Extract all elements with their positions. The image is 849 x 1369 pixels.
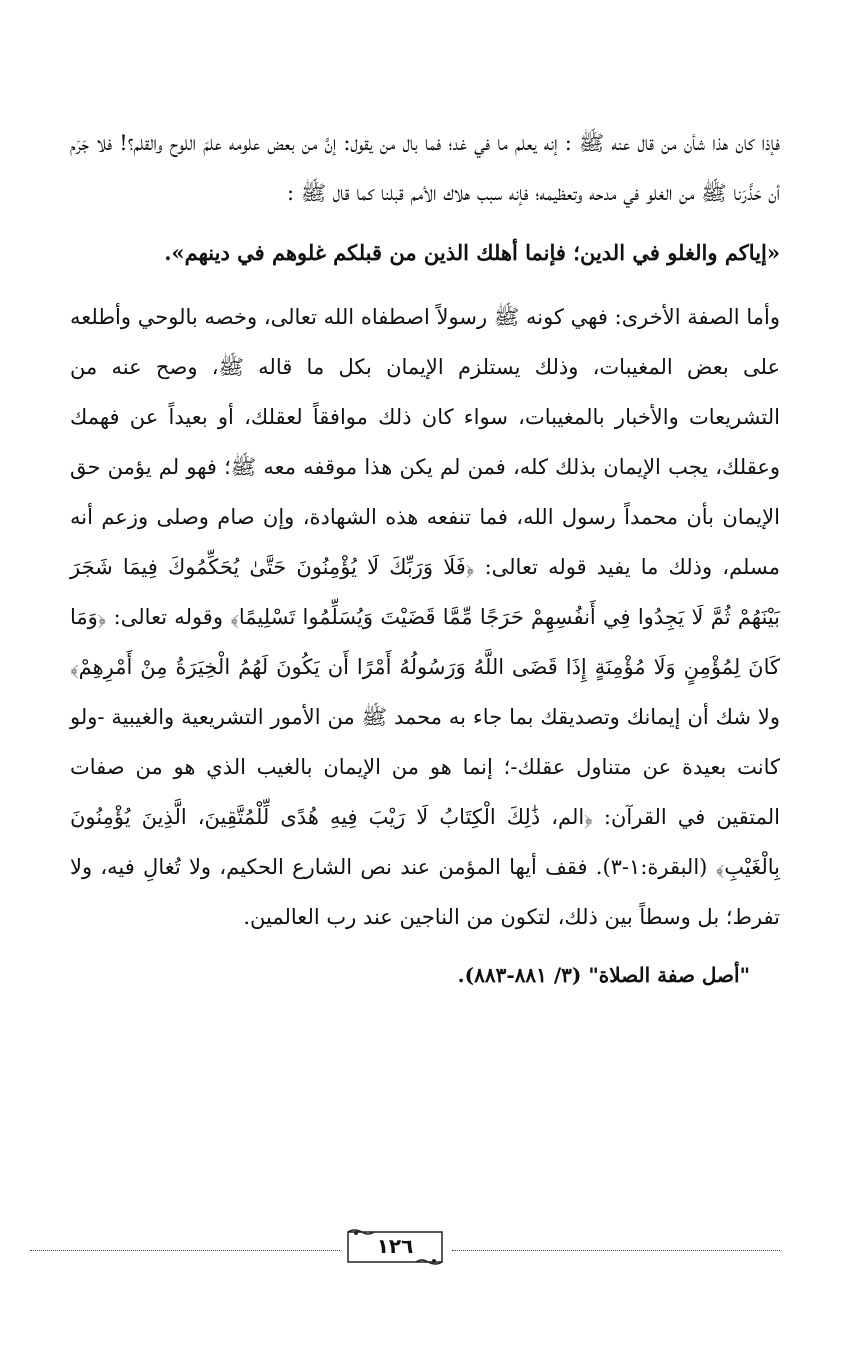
page-number: ١٢٦: [376, 1234, 414, 1258]
footer-rule-right: [452, 1250, 780, 1251]
page-number-frame: [342, 1228, 448, 1266]
source-citation: "أصل صفة الصلاة" (٣/ ٨٨١-٨٨٣).: [457, 963, 750, 987]
paragraph-intro: فإذا كان هذا شأن من قال عنه ﷺ : إنه يعلم ما في غد؛ فما بال من يقول: إنَّ من بعض علومه علمَ اللوح والقلم؟! فلا جَرَم أن حَذَّرَنا ﷺ من الغلو في مدحه وتعظيمه؛ فإنه سبب هلاك الأمم قبلنا كما قال ﷺ :: [70, 131, 780, 205]
hadith-quote: «إياكم والغلو في الدين؛ فإنما أهلك الذين من قبلكم غلوهم في دينهم».: [164, 240, 780, 265]
footer-rule-left: [30, 1250, 340, 1251]
paragraph-main: وأما الصفة الأخرى: فهي كونه ﷺ رسولاً اصطفاه الله تعالى، وخصه بالوحي وأطلعه على بعض المغيبات، وذلك يستلزم الإيمان بكل ما قاله ﷺ، وصح عنه من التشريعات والأخبار بالمغيبات، سواء كان ذلك موافقاً لعقلك، أو بعيداً عن فهمك وعقلك، يجب الإيمان بذلك كله، فمن لم يكن هذا موقفه معه ﷺ؛ فهو لم يؤمن حق الإيمان بأن محمداً رسول الله، فما تنفعه هذه الشهادة، وإن صام وصلى وزعم أنه مسلم، وذلك ما يفيد قوله تعالى: ﴿فَلَا وَرَبِّكَ لَا يُؤْمِنُونَ حَتَّىٰ يُحَكِّمُوكَ فِيمَا شَجَرَ بَيْنَهُمْ ثُمَّ لَا يَجِدُوا فِي أَنفُسِهِمْ حَرَجًا مِّمَّا قَضَيْتَ وَيُسَلِّمُوا تَسْلِيمًا﴾ وقوله تعالى: ﴿وَمَا كَانَ لِمُؤْمِنٍ وَلَا مُؤْمِنَةٍ إِذَا قَضَى اللَّهُ وَرَسُولُهُ أَمْرًا أَن يَكُونَ لَهُمُ الْخِيَرَةُ مِنْ أَمْرِهِمْ﴾ ولا شك أن إيمانك وتصديقك بما جاء به محمد ﷺ من الأمور التشريعية والغيبية -ولو كانت بعيدة عن متناول عقلك-؛ إنما هو من الإيمان بالغيب الذي هو من صفات المتقين في القرآن: ﴿الم، ذَٰلِكَ الْكِتَابُ لَا رَيْبَ فِيهِ هُدًى لِّلْمُتَّقِينَ، الَّذِينَ يُؤْمِنُونَ بِالْغَيْبِ﴾ (البقرة:١-٣). فقف أيها المؤمن عند نص الشارع الحكيم، ولا تُغالِ فيه، ولا تفرط؛ بل وسطاً بين ذلك، لتكون من الناجين عند رب العالمين.: [70, 305, 780, 929]
page-footer: [30, 1222, 780, 1282]
page-body: [70, 118, 780, 1000]
